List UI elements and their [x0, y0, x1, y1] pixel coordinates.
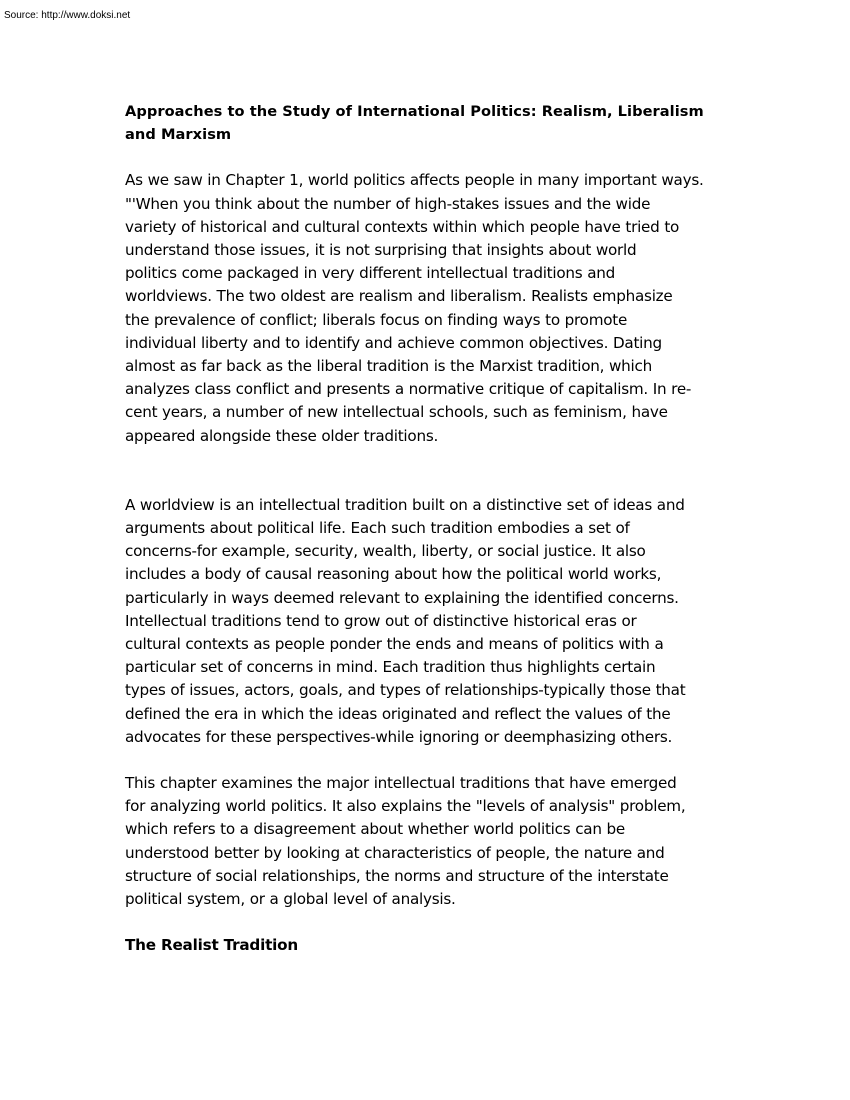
title-line: Approaches to the Study of International Politics: Realism, Liberalism [125, 103, 704, 120]
text-line: structure of social relationships, the norms and structure of the interstate [125, 866, 669, 885]
text-line: types of issues, actors, goals, and types of relationships-typically those that [125, 681, 686, 700]
text-line: understand those issues, it is not surprising that insights about world [125, 241, 637, 260]
section-heading: The Realist Tradition [125, 936, 299, 955]
text-line: almost as far back as the liberal tradition is the Marxist tradition, which [125, 357, 652, 376]
text-line: particularly in ways deemed relevant to explaining the identified concerns. [125, 588, 679, 607]
spacer [125, 911, 725, 934]
document-title [125, 100, 725, 146]
text-line: "'When you think about the number of high-stakes issues and the wide [125, 194, 651, 213]
text-line: Intellectual traditions tend to grow out of distinctive historical eras or [125, 611, 637, 630]
text-line: defined the era in which the ideas originated and reflect the values of the [125, 704, 671, 723]
spacer [125, 146, 725, 169]
paragraph-chapter-overview [125, 772, 725, 911]
text-line: which refers to a disagreement about whether world politics can be [125, 820, 625, 839]
text-line: advocates for these perspectives-while ignoring or deemphasizing others. [125, 727, 673, 746]
text-line: political system, or a global level of analysis. [125, 890, 456, 909]
text-line: individual liberty and to identify and achieve common objectives. Dating [125, 333, 662, 352]
text-line: A worldview is an intellectual tradition built on a distinctive set of ideas and [125, 495, 685, 514]
text-line: for analyzing world politics. It also explains the "levels of analysis" problem, [125, 797, 686, 816]
text-line: appeared alongside these older traditions. [125, 426, 439, 445]
text-line: understood better by looking at characteristics of people, the nature and [125, 843, 665, 862]
text-line: As we saw in Chapter 1, world politics affects people in many important ways. [125, 171, 704, 190]
title-line: and Marxism [125, 126, 232, 144]
text-line: the prevalence of conflict; liberals focus on finding ways to promote [125, 310, 628, 329]
source-attribution: Source: http://www.doksi.net [4, 10, 131, 21]
text-line: analyzes class conflict and presents a normative critique of capitalism. In re- [125, 380, 692, 399]
text-line: concerns-for example, security, wealth, liberty, or social justice. It also [125, 542, 646, 561]
spacer [125, 749, 725, 772]
text-line: worldviews. The two oldest are realism and liberalism. Realists emphasize [125, 287, 673, 306]
paragraph-worldview [125, 494, 725, 749]
text-line: particular set of concerns in mind. Each tradition thus highlights certain [125, 658, 656, 677]
spacer [125, 448, 725, 494]
text-line: cultural contexts as people ponder the ends and means of politics with a [125, 635, 664, 654]
text-line: arguments about political life. Each such tradition embodies a set of [125, 519, 630, 538]
document-body [125, 100, 725, 958]
text-line: variety of historical and cultural contexts within which people have tried to [125, 217, 680, 236]
paragraph-intro [125, 169, 725, 447]
text-line: includes a body of causal reasoning about how the political world works, [125, 565, 662, 584]
text-line: cent years, a number of new intellectual schools, such as feminism, have [125, 403, 668, 422]
text-line: politics come packaged in very different intellectual traditions and [125, 264, 616, 283]
text-line: This chapter examines the major intellectual traditions that have emerged [125, 774, 677, 793]
